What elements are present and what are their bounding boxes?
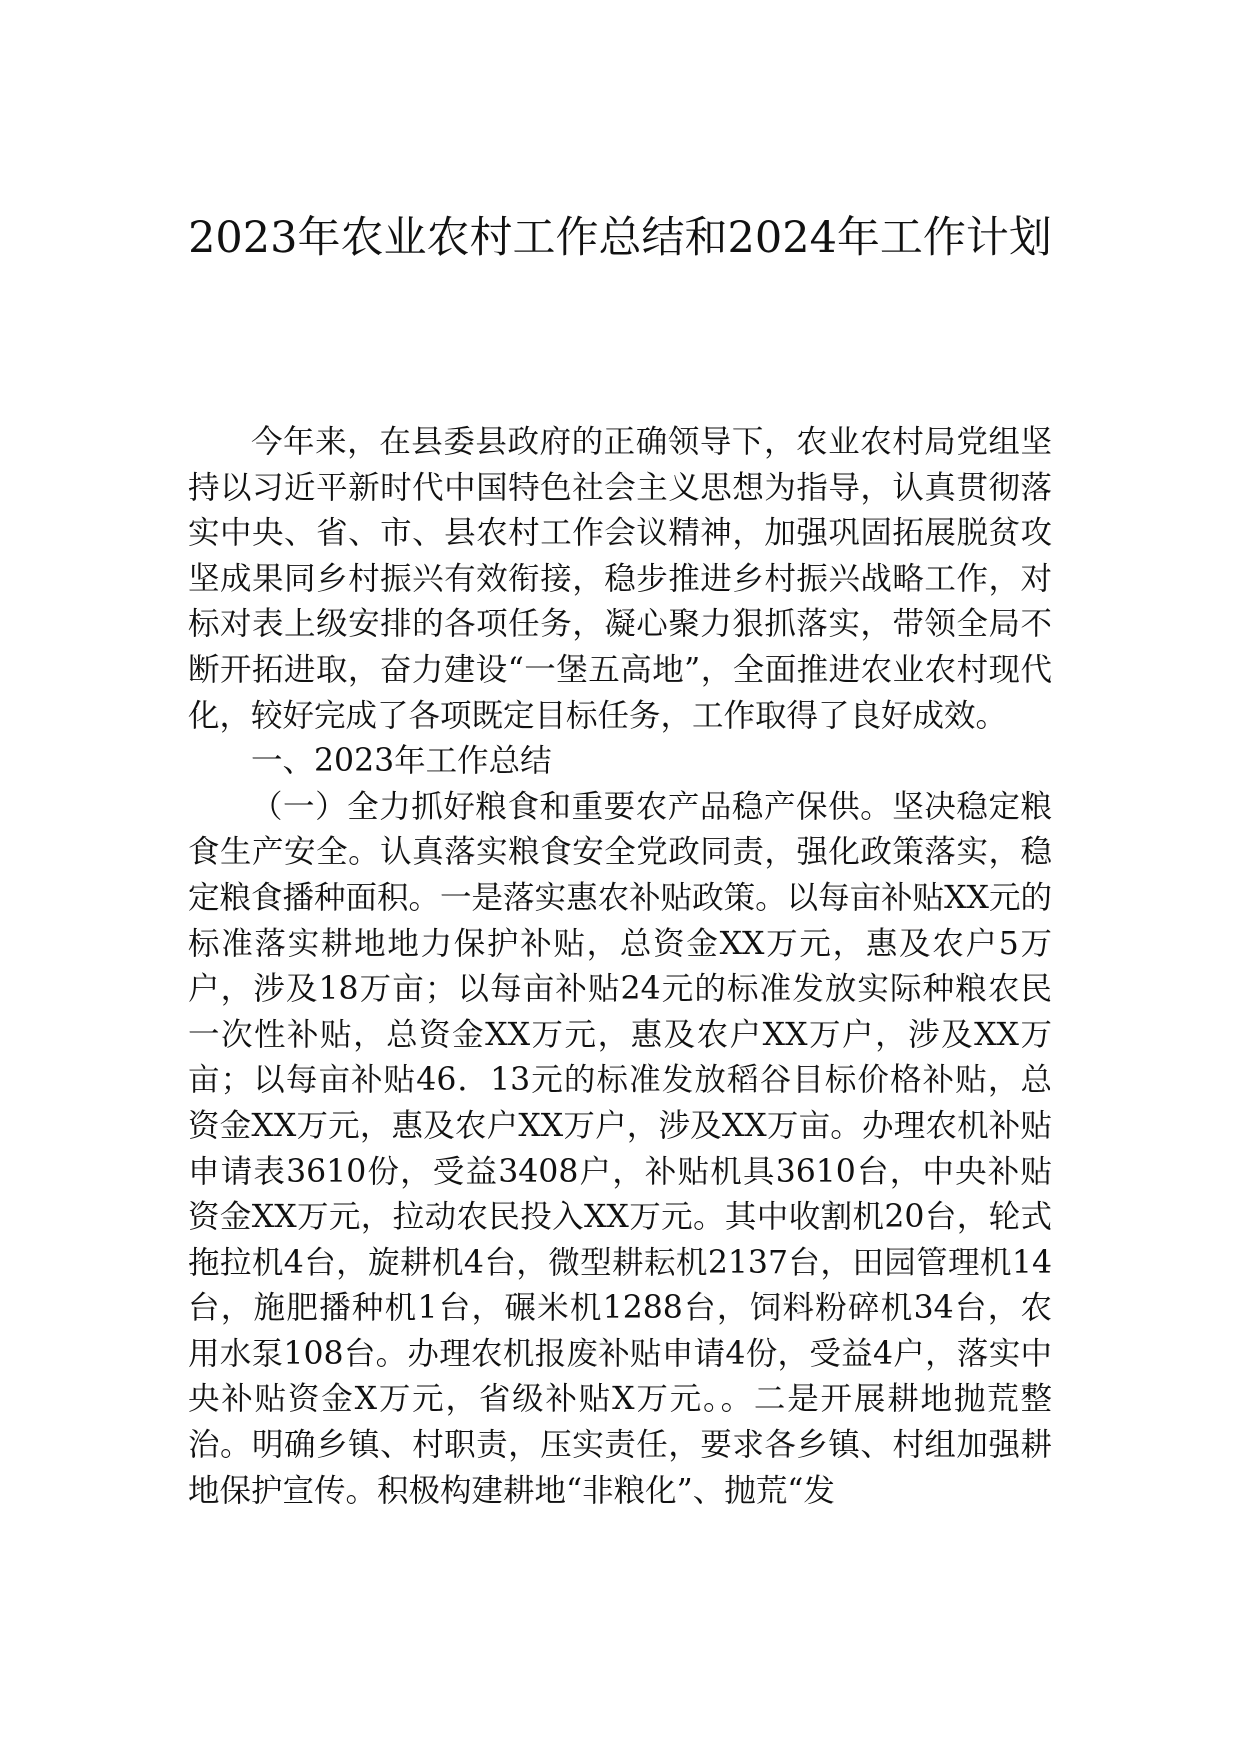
document-title: 2023年农业农村工作总结和2024年工作计划 (188, 213, 1052, 263)
body-paragraph: （一）全力抓好粮食和重要农产品稳产保供。坚决稳定粮食生产安全。认真落实粮食安全党政同责，强化政策落实，稳定粮食播种面积。一是落实惠农补贴政策。以每亩补贴XX元的标准落实耕地地力保护补贴，总资金XX万元，惠及农户5万户，涉及18万亩；以每亩补贴24元的标准发放实际种粮农民一次性补贴，总资金XX万元，惠及农户XX万户，涉及XX万亩；以每亩补贴46．13元的标准发放稻谷目标价格补贴，总资金XX万元，惠及农户XX万户，涉及XX万亩。办理农机补贴申请表3610份，受益3408户，补贴机具3610台，中央补贴资金XX万元，拉动农民投入XX万元。其中收割机20台，轮式拖拉机4台，旋耕机4台，微型耕耘机2137台，田园管理机14台，施肥播种机1台，碾米机1288台，饲料粉碎机34台，农用水泵108台。办理农机报废补贴申请4份，受益4户，落实中央补贴资金X万元，省级补贴X万元。。二是开展耕地抛荒整治。明确乡镇、村职责，压实责任，要求各乡镇、村组加强耕地保护宣传。积极构建耕地“非粮化”、抛荒“发 (188, 788, 1052, 1509)
section-heading: 一、2023年工作总结 (251, 743, 552, 780)
intro-paragraph: 今年来，在县委县政府的正确领导下，农业农村局党组坚持以习近平新时代中国特色社会主义思想为指导，认真贯彻落实中央、省、市、县农村工作会议精神，加强巩固拓展脱贫攻坚成果同乡村振兴有效衔接，稳步推进乡村振兴战略工作，对标对表上级安排的各项任务，凝心聚力狠抓落实，带领全局不断开拓进取，奋力建设“一堡五高地”，全面推进农业农村现代化，较好完成了各项既定目标任务，工作取得了良好成效。 (188, 424, 1052, 734)
document-body (188, 420, 1052, 1514)
